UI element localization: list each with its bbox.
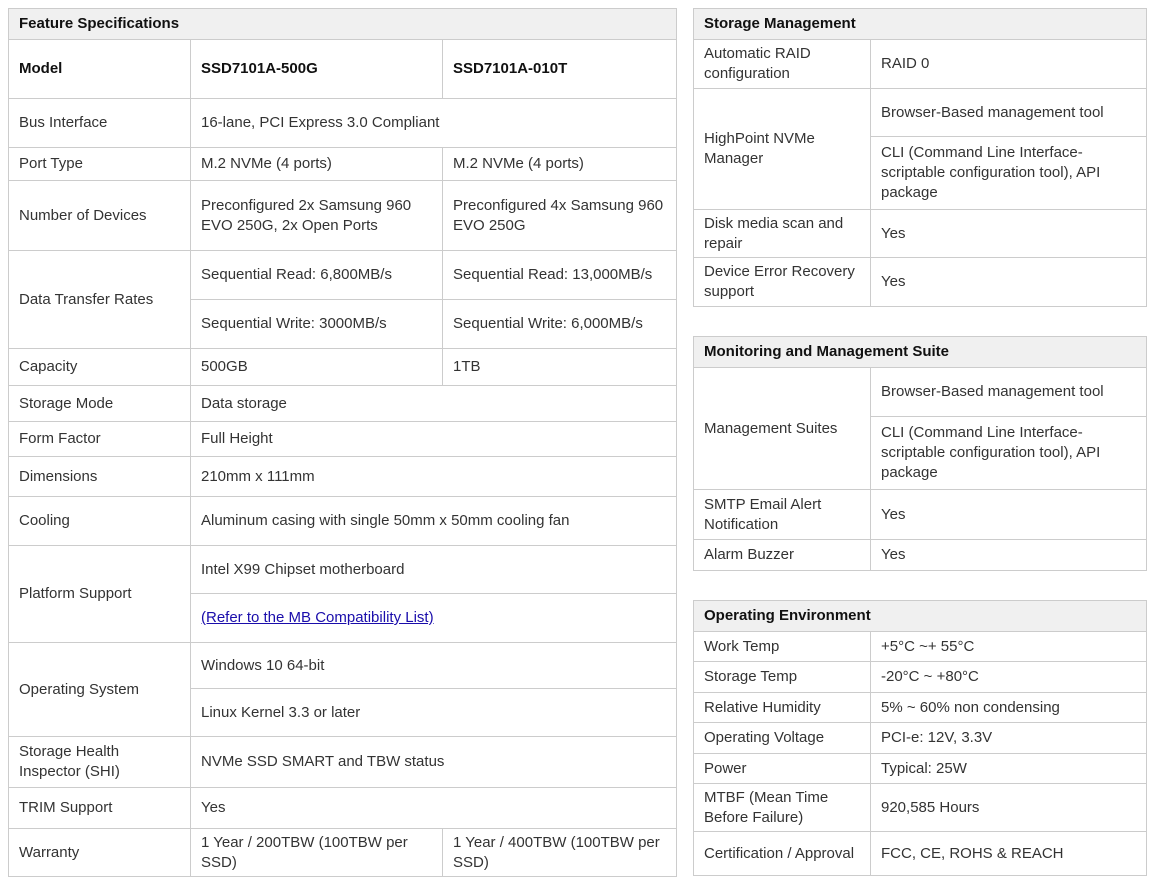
warranty-label: Warranty — [9, 829, 191, 877]
form-factor-value: Full Height — [191, 422, 677, 457]
sequential-write-a: Sequential Write: 3000MB/s — [191, 300, 443, 349]
warranty-b: 1 Year / 400TBW (100TBW per SSD) — [443, 829, 677, 877]
alarm-buzzer-value: Yes — [871, 540, 1147, 571]
raid-label: Automatic RAID configuration — [694, 40, 871, 89]
model-b: SSD7101A-010T — [443, 40, 677, 99]
management-suites-label: Management Suites — [694, 368, 871, 490]
sequential-read-a: Sequential Read: 6,800MB/s — [191, 251, 443, 300]
alarm-buzzer-label: Alarm Buzzer — [694, 540, 871, 571]
management-suites-browser: Browser-Based management tool — [871, 368, 1147, 417]
storage-temp-label: Storage Temp — [694, 662, 871, 693]
capacity-a: 500GB — [191, 349, 443, 386]
operating-environment-header: Operating Environment — [694, 601, 1147, 632]
power-label: Power — [694, 754, 871, 784]
error-recovery-label: Device Error Recovery support — [694, 258, 871, 307]
dimensions-value: 210mm x 111mm — [191, 457, 677, 497]
smtp-alert-label: SMTP Email Alert Notification — [694, 490, 871, 540]
work-temp-value: +5°C ~+ 55°C — [871, 632, 1147, 662]
form-factor-label: Form Factor — [9, 422, 191, 457]
certification-value: FCC, CE, ROHS & REACH — [871, 832, 1147, 876]
smtp-alert-value: Yes — [871, 490, 1147, 540]
operating-system-label: Operating System — [9, 643, 191, 737]
operating-voltage-label: Operating Voltage — [694, 723, 871, 754]
error-recovery-value: Yes — [871, 258, 1147, 307]
storage-health-inspector-label: Storage Health Inspector (SHI) — [9, 737, 191, 788]
platform-support-value: Intel X99 Chipset motherboard — [191, 546, 677, 594]
storage-temp-value: -20°C ~ +80°C — [871, 662, 1147, 693]
nvme-manager-label: HighPoint NVMe Manager — [694, 89, 871, 210]
nvme-manager-cli: CLI (Command Line Interface-scriptable configuration tool), API package — [871, 137, 1147, 210]
port-type-a: M.2 NVMe (4 ports) — [191, 148, 443, 181]
feature-specifications-header: Feature Specifications — [9, 9, 677, 40]
management-suites-cli: CLI (Command Line Interface-scriptable configuration tool), API package — [871, 417, 1147, 490]
disk-scan-label: Disk media scan and repair — [694, 210, 871, 258]
model-label: Model — [9, 40, 191, 99]
certification-label: Certification / Approval — [694, 832, 871, 876]
relative-humidity-value: 5% ~ 60% non condensing — [871, 693, 1147, 723]
sequential-read-b: Sequential Read: 13,000MB/s — [443, 251, 677, 300]
storage-health-inspector-value: NVMe SSD SMART and TBW status — [191, 737, 677, 788]
mb-compatibility-list-link[interactable]: (Refer to the MB Compatibility List) — [201, 609, 434, 626]
relative-humidity-label: Relative Humidity — [694, 693, 871, 723]
dimensions-label: Dimensions — [9, 457, 191, 497]
mtbf-value: 920,585 Hours — [871, 784, 1147, 832]
cooling-value: Aluminum casing with single 50mm x 50mm cooling fan — [191, 497, 677, 546]
number-of-devices-label: Number of Devices — [9, 181, 191, 251]
raid-value: RAID 0 — [871, 40, 1147, 89]
nvme-manager-browser: Browser-Based management tool — [871, 89, 1147, 137]
mtbf-label: MTBF (Mean Time Before Failure) — [694, 784, 871, 832]
storage-management-table — [693, 8, 1147, 307]
operating-system-linux: Linux Kernel 3.3 or later — [191, 689, 677, 737]
capacity-label: Capacity — [9, 349, 191, 386]
cooling-label: Cooling — [9, 497, 191, 546]
model-a: SSD7101A-500G — [191, 40, 443, 99]
data-transfer-rates-label: Data Transfer Rates — [9, 251, 191, 349]
storage-management-header: Storage Management — [694, 9, 1147, 40]
monitoring-suite-header: Monitoring and Management Suite — [694, 337, 1147, 368]
port-type-label: Port Type — [9, 148, 191, 181]
operating-system-windows: Windows 10 64-bit — [191, 643, 677, 689]
power-value: Typical: 25W — [871, 754, 1147, 784]
bus-interface-value: 16-lane, PCI Express 3.0 Compliant — [191, 99, 677, 148]
operating-environment-table — [693, 600, 1147, 876]
operating-voltage-value: PCI-e: 12V, 3.3V — [871, 723, 1147, 754]
sequential-write-b: Sequential Write: 6,000MB/s — [443, 300, 677, 349]
storage-mode-label: Storage Mode — [9, 386, 191, 422]
number-of-devices-b: Preconfigured 4x Samsung 960 EVO 250G — [443, 181, 677, 251]
platform-support-label: Platform Support — [9, 546, 191, 643]
platform-support-link-cell — [191, 594, 677, 643]
number-of-devices-a: Preconfigured 2x Samsung 960 EVO 250G, 2x Open Ports — [191, 181, 443, 251]
port-type-b: M.2 NVMe (4 ports) — [443, 148, 677, 181]
trim-support-value: Yes — [191, 788, 677, 829]
disk-scan-value: Yes — [871, 210, 1147, 258]
warranty-a: 1 Year / 200TBW (100TBW per SSD) — [191, 829, 443, 877]
work-temp-label: Work Temp — [694, 632, 871, 662]
storage-mode-value: Data storage — [191, 386, 677, 422]
monitoring-suite-table — [693, 336, 1147, 571]
capacity-b: 1TB — [443, 349, 677, 386]
bus-interface-label: Bus Interface — [9, 99, 191, 148]
trim-support-label: TRIM Support — [9, 788, 191, 829]
feature-specifications-table — [8, 8, 677, 877]
